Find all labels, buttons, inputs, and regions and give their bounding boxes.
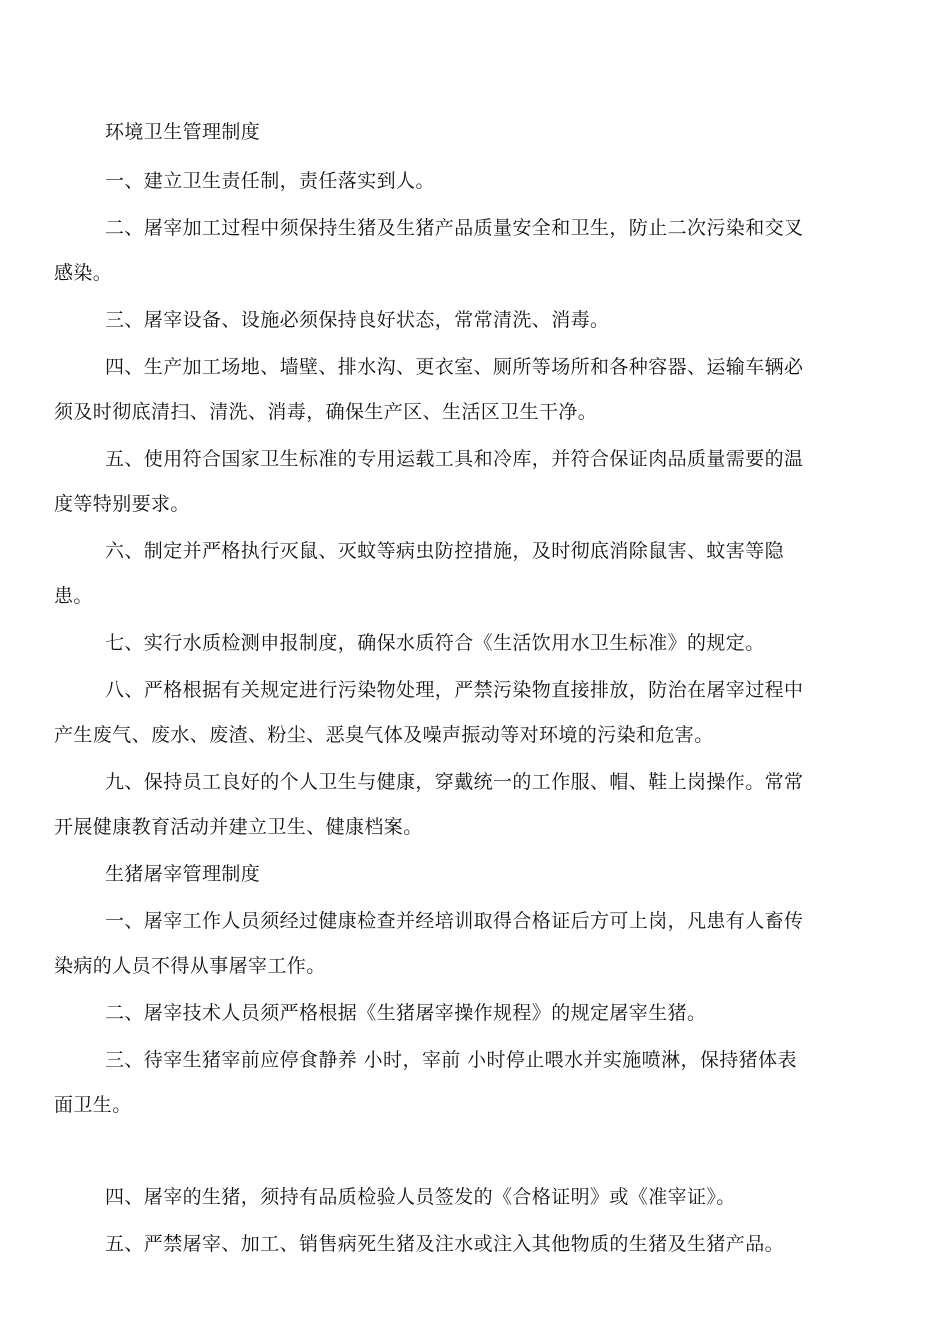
paragraph-line: 五、使用符合国家卫生标准的专用运载工具和冷库，并符合保证肉品质量需要的温	[105, 448, 804, 470]
paragraph-line: 感染。	[54, 262, 113, 284]
paragraph-line: 产生废气、废水、废渣、粉尘、恶臭气体及噪声振动等对环境的污染和危害。	[54, 724, 714, 746]
paragraph-line: 八、严格根据有关规定进行污染物处理，严禁污染物直接排放，防治在屠宰过程中	[105, 679, 804, 701]
paragraph-line: 九、保持员工良好的个人卫生与健康，穿戴统一的工作服、帽、鞋上岗操作。常常	[105, 771, 804, 793]
paragraph-line: 三、屠宰设备、设施必须保持良好状态，常常清洗、消毒。	[105, 309, 610, 331]
paragraph-line: 开展健康教育活动并建立卫生、健康档案。	[54, 816, 423, 838]
paragraph-line: 一、屠宰工作人员须经过健康检查并经培训取得合格证后方可上岗，凡患有人畜传	[105, 910, 804, 932]
paragraph-line: 四、屠宰的生猪，须持有品质检验人员签发的《合格证明》或《准宰证》。	[105, 1186, 736, 1208]
paragraph-line: 六、制定并严格执行灭鼠、灭蚊等病虫防控措施，及时彻底消除鼠害、蚊害等隐	[105, 540, 785, 562]
paragraph-line: 须及时彻底清扫、清洗、消毒，确保生产区、生活区卫生干净。	[54, 401, 598, 423]
paragraph-line: 四、生产加工场地、墙壁、排水沟、更衣室、厕所等场所和各种容器、运输车辆必	[105, 356, 804, 378]
paragraph-line: 染病的人员不得从事屠宰工作。	[54, 955, 326, 977]
section-title-environment: 环境卫生管理制度	[105, 121, 261, 143]
paragraph-line: 五、严禁屠宰、加工、销售病死生猪及注水或注入其他物质的生猪及生猪产品。	[105, 1233, 785, 1255]
paragraph-line: 一、建立卫生责任制，责任落实到人。	[105, 170, 435, 192]
paragraph-line: 面卫生。	[54, 1094, 132, 1116]
paragraph-line: 七、实行水质检测申报制度，确保水质符合《生活饮用水卫生标准》的规定。	[105, 632, 765, 654]
paragraph-line: 三、待宰生猪宰前应停食静养 小时，宰前 小时停止喂水并实施喷淋，保持猪体表	[105, 1049, 797, 1071]
paragraph-line: 二、屠宰技术人员须严格根据《生猪屠宰操作规程》的规定屠宰生猪。	[105, 1002, 707, 1024]
section-title-slaughter: 生猪屠宰管理制度	[105, 863, 261, 885]
paragraph-line: 度等特别要求。	[54, 493, 190, 515]
paragraph-line: 患。	[54, 585, 93, 607]
paragraph-line: 二、屠宰加工过程中须保持生猪及生猪产品质量安全和卫生，防止二次污染和交叉	[105, 217, 804, 239]
